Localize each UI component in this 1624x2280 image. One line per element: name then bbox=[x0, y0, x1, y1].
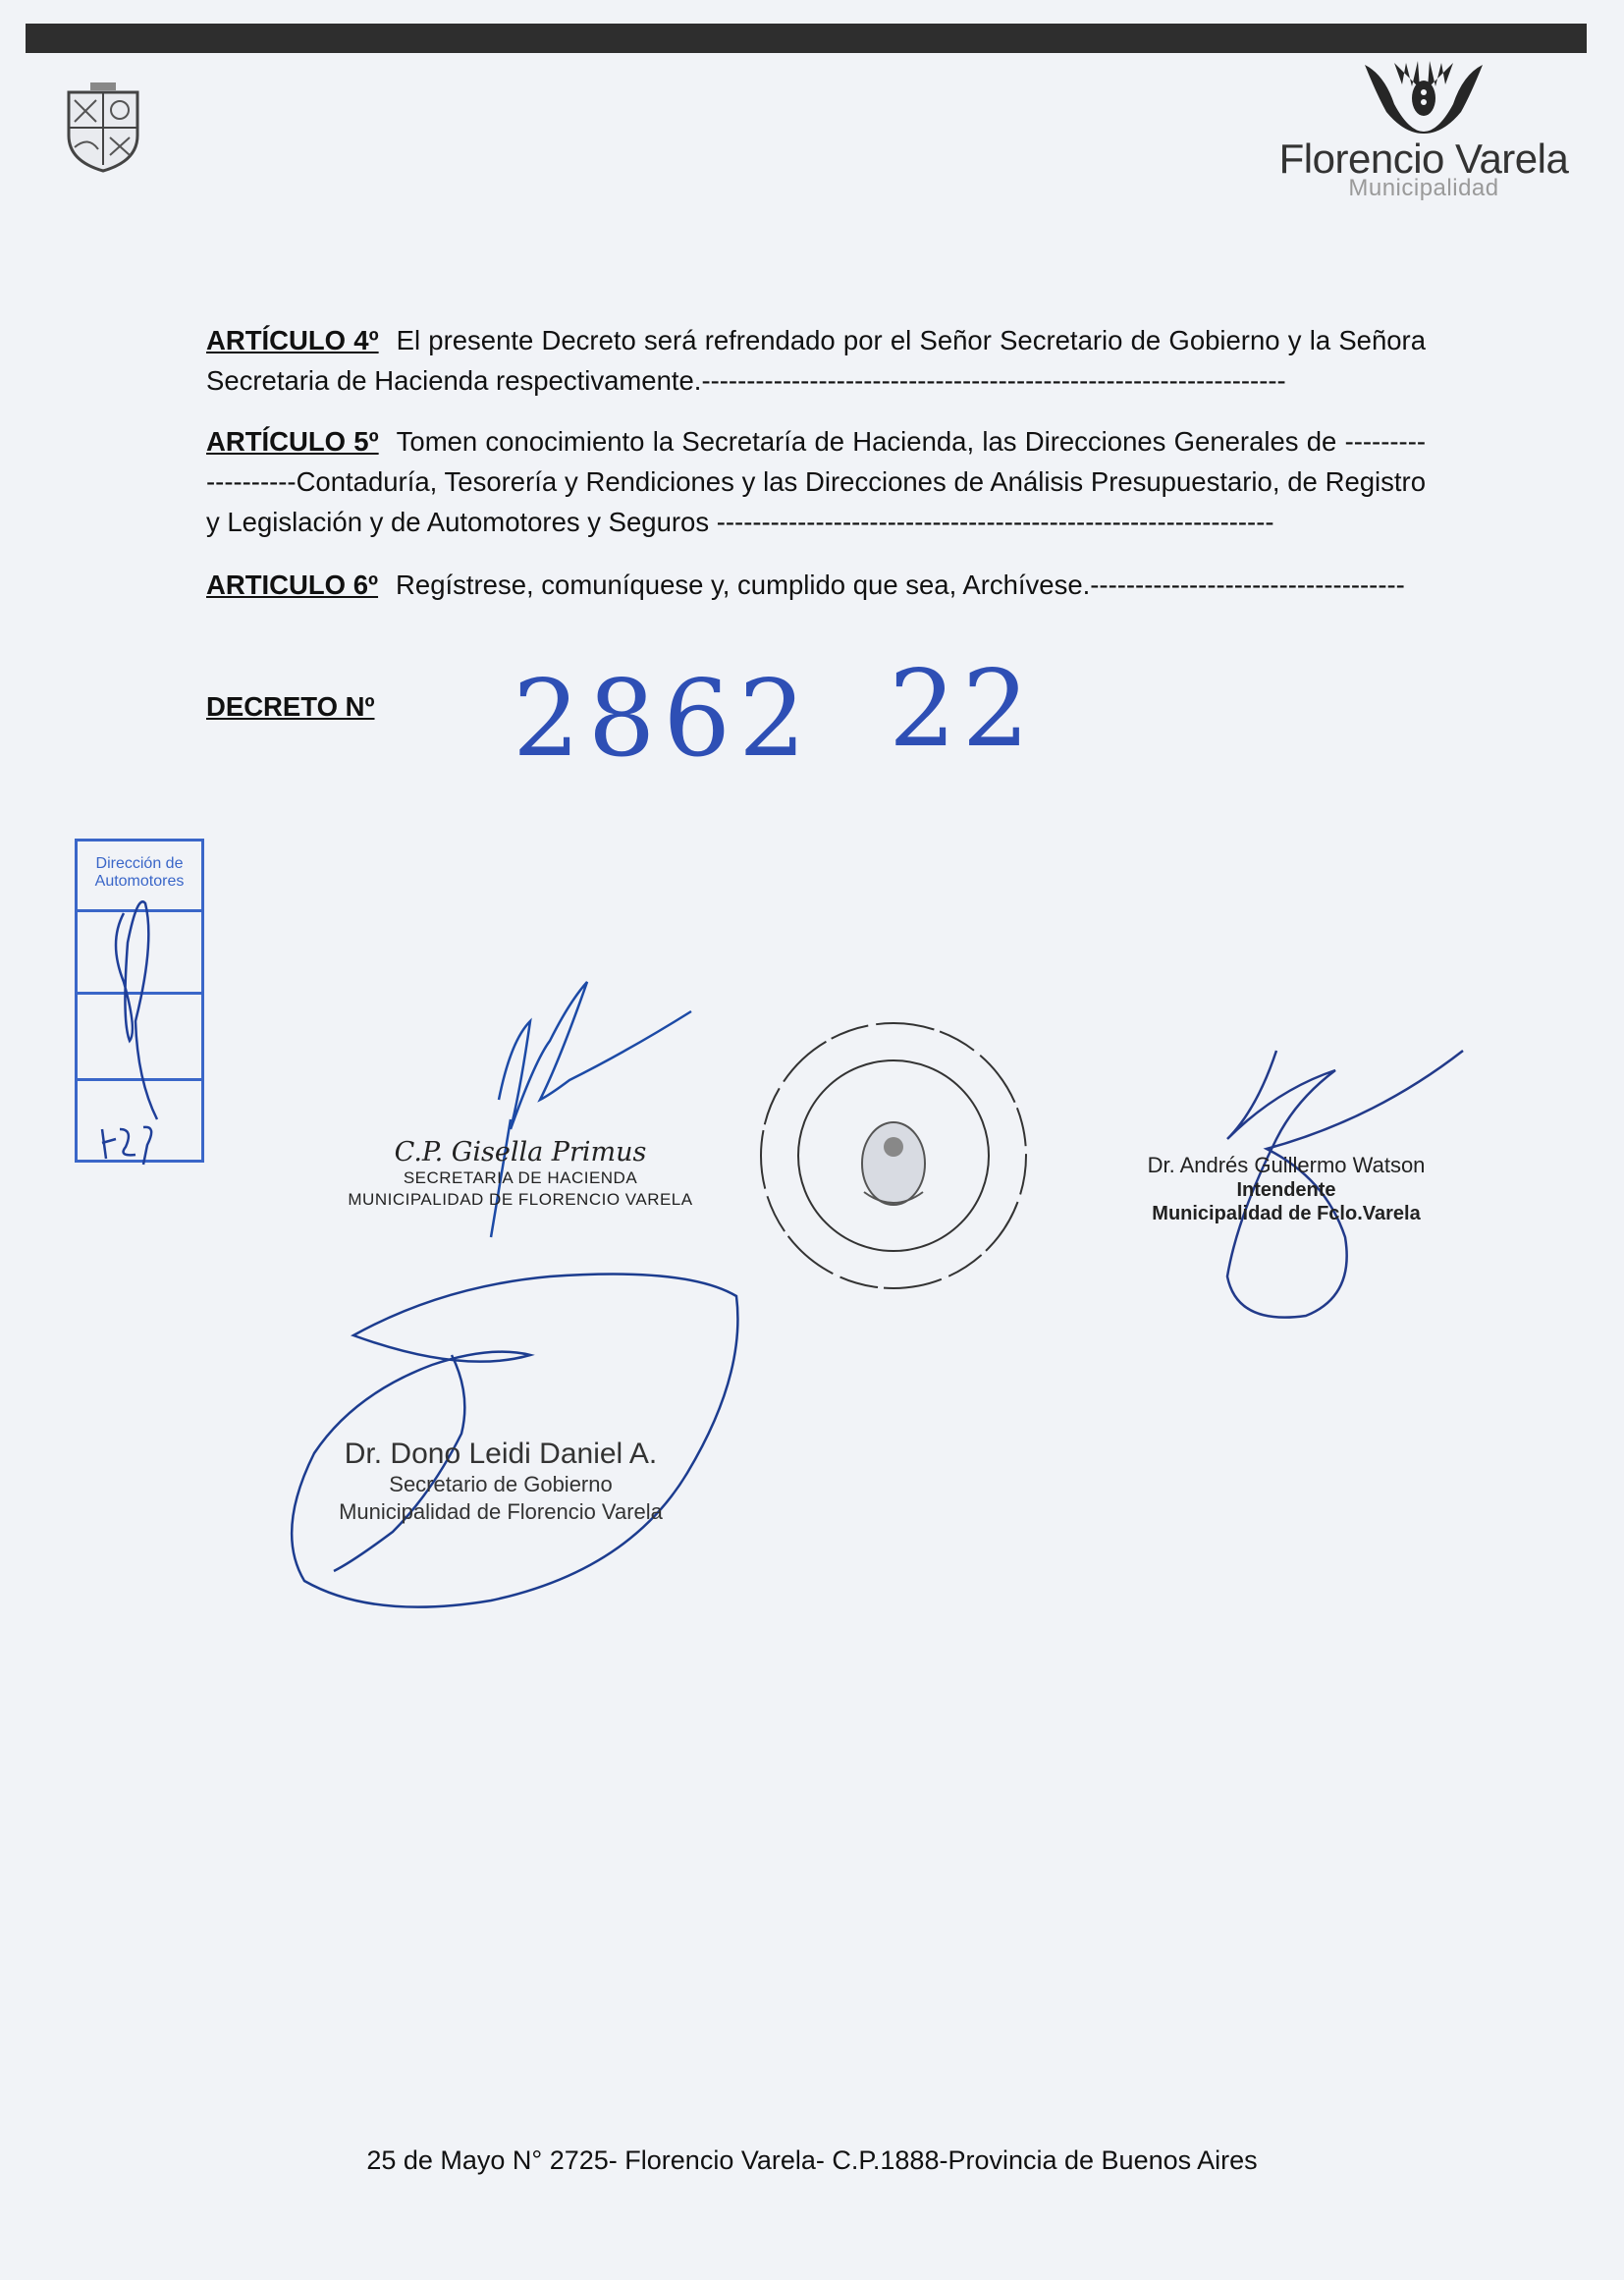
gobierno-signer-org: Municipalidad de Florencio Varela bbox=[339, 1499, 663, 1524]
hacienda-signer-role: SECRETARIA DE HACIENDA bbox=[403, 1168, 638, 1187]
intendente-signer-name: Dr. Andrés Guillermo Watson bbox=[1147, 1153, 1426, 1177]
intendencia-seal bbox=[761, 1023, 1026, 1288]
logo-subtitle: Municipalidad bbox=[1348, 175, 1499, 201]
article-4-heading: ARTÍCULO 4º bbox=[206, 325, 379, 355]
hacienda-signer-org: MUNICIPALIDAD DE FLORENCIO VARELA bbox=[348, 1190, 693, 1209]
footer-address: 25 de Mayo N° 2725- Florencio Varela- C.P.1888-Provincia de Buenos Aires bbox=[366, 2145, 1258, 2175]
gobierno-signer-name: Dr. Dono Leidi Daniel A. bbox=[344, 1438, 658, 1470]
intendente-signature-block bbox=[1129, 1153, 1443, 1225]
logo-name: Florencio Varela bbox=[1278, 136, 1569, 182]
gobierno-signature-block bbox=[314, 1438, 687, 1526]
article-4-text: El presente Decreto será refrendado por el Señor Secretario de Gobierno y la Señora Secretaria de Hacienda respectivamente.----------------------------------------------------------------- bbox=[206, 325, 1427, 396]
intendente-signer-role: Intendente bbox=[1236, 1179, 1336, 1201]
decreto-number-stamp: 2862 bbox=[513, 658, 814, 781]
hacienda-signature-block bbox=[324, 1137, 717, 1211]
stamp-box-title: Dirección de Automotores bbox=[78, 841, 201, 912]
decreto-year-stamp: 22 bbox=[889, 648, 1036, 771]
article-6-text: Regístrese, comuníquese y, cumplido que sea, Archívese.----------------------------------- bbox=[396, 570, 1405, 600]
decreto-label: DECRETO Nº bbox=[206, 691, 375, 722]
stamp-box-initials-signature bbox=[116, 901, 157, 1119]
article-5-heading: ARTÍCULO 5º bbox=[206, 426, 379, 457]
article-6-heading: ARTICULO 6º bbox=[206, 570, 379, 600]
hacienda-signer-name: C.P. Gisella Primus bbox=[394, 1137, 647, 1167]
article-5-text: Tomen conocimiento la Secretaría de Hacienda, las Direcciones Generales de -------------------Contaduría, Tesorería y Rendiciones y las Direcciones de Análisis Presupuestario, de Registro y Legislación y de Automotores y Seguros -------------------------------------------------------------- bbox=[206, 426, 1427, 537]
gobierno-signer-role: Secretario de Gobierno bbox=[389, 1472, 613, 1496]
intendente-signer-org: Municipalidad de Fclo.Varela bbox=[1152, 1203, 1421, 1224]
